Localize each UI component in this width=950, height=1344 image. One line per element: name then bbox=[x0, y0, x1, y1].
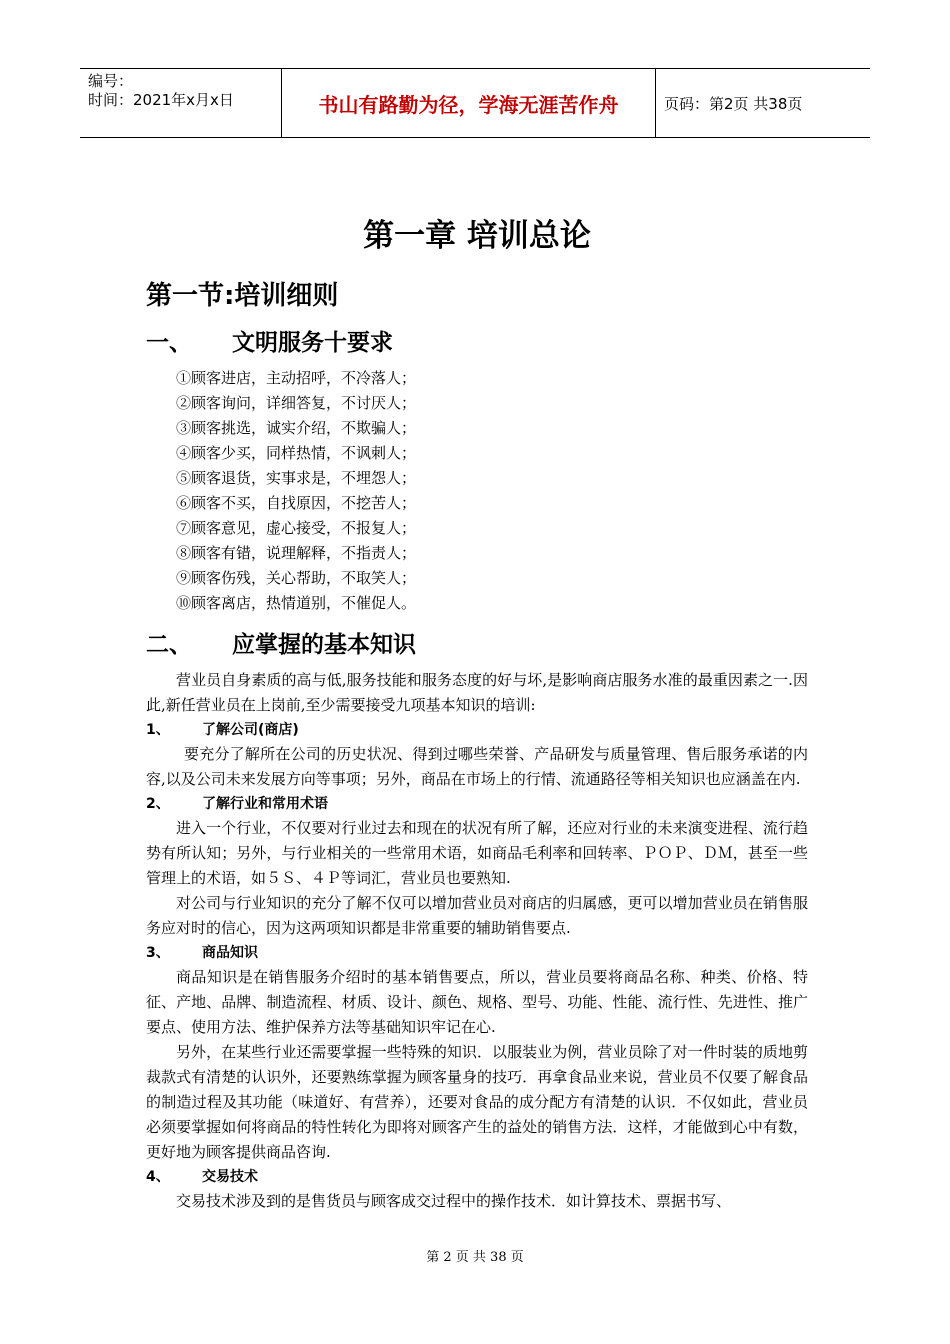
list-item: ⑩顾客离店，热情道别，不催促人。 bbox=[176, 594, 417, 612]
list-item: ⑨顾客伤残，关心帮助，不取笑人； bbox=[176, 569, 417, 587]
page-footer: 第 2 页 共 38 页 bbox=[426, 1250, 524, 1265]
sub4-heading bbox=[146, 1165, 808, 1189]
sub4-number: 4、 bbox=[146, 1169, 170, 1185]
sub2-paragraph: 进入一个行业，不仅要对行业过去和现在的状况有所了解，还应对行业的未来演变进程、流行趋势有所认知；另外，与行业相关的一些常用术语，如商品毛利率和回转率、ＰＯＰ、ＤＭ，甚至一些管理上的术语，如５Ｓ、４Ｐ等词汇，营业员也要熟知. bbox=[146, 819, 808, 887]
list-item: ⑦顾客意见，虚心接受，不报复人； bbox=[176, 519, 417, 537]
part2-heading bbox=[146, 628, 808, 662]
list-item: ⑥顾客不买，自找原因，不挖苦人； bbox=[176, 494, 417, 512]
sub4-title: 交易技术 bbox=[202, 1169, 258, 1185]
header-motto: 书山有路勤为径，学海无涯苦作舟 bbox=[282, 69, 656, 137]
page-header bbox=[80, 68, 870, 138]
list-item: ④顾客少买，同样热情，不讽刺人； bbox=[176, 444, 417, 462]
sub2-heading bbox=[146, 792, 808, 816]
header-meta bbox=[80, 69, 282, 137]
list-item: ⑤顾客退货，实事求是，不埋怨人； bbox=[176, 469, 417, 487]
sub3-number: 3、 bbox=[146, 945, 170, 961]
list-item: ②顾客询问，详细答复，不讨厌人； bbox=[176, 394, 417, 412]
sub3-heading bbox=[146, 941, 808, 965]
document-body bbox=[146, 210, 808, 1214]
list-item: ①顾客进店，主动招呼，不冷落人； bbox=[176, 369, 417, 387]
sub1-heading bbox=[146, 718, 808, 742]
section-title: 第一节:培训细则 bbox=[146, 281, 339, 311]
list-item: ③顾客挑选，诚实介绍，不欺骗人； bbox=[176, 419, 417, 437]
sub3-paragraph: 另外，在某些行业还需要掌握一些特殊的知识．以服装业为例，营业员除了对一件时装的质地剪裁款式有清楚的认识外，还要熟练掌握为顾客量身的技巧．再拿食品业来说，营业员不仅要了解食品的制造过程及其功能（味道好、有营养），还要对食品的成分配方有清楚的认识．不仅如此，营业员必须要掌握如何将商品的特性转化为即将对顾客产生的益处的销售方法．这样，才能做到心中有数，更好地为顾客提供商品咨询. bbox=[146, 1043, 808, 1161]
part2-title: 应掌握的基本知识 bbox=[232, 632, 416, 658]
sub3-paragraph: 商品知识是在销售服务介绍时的基本销售要点，所以，营业员要将商品名称、种类、价格、特征、产地、品牌、制造流程、材质、设计、颜色、规格、型号、功能、性能、流行性、先进性、推广要点、使用方法、维护保养方法等基础知识牢记在心. bbox=[146, 968, 808, 1036]
sub1-paragraph: 要充分了解所在公司的历史状况、得到过哪些荣誉、产品研发与质量管理、售后服务承诺的内容,以及公司未来发展方向等事项；另外，商品在市场上的行情、流通路径等相关知识也应涵盖在内. bbox=[146, 745, 808, 788]
part1-heading bbox=[146, 326, 808, 360]
sub1-title: 了解公司(商店) bbox=[202, 722, 299, 738]
header-time: 时间：2021年x月x日 bbox=[88, 91, 234, 109]
sub4-paragraph: 交易技术涉及到的是售货员与顾客成交过程中的操作技术．如计算技术、票据书写、 bbox=[176, 1192, 732, 1210]
sub2-number: 2、 bbox=[146, 796, 170, 812]
part2-number: 二、 bbox=[146, 632, 192, 658]
header-page-info: 页码：第2页 共38页 bbox=[664, 94, 803, 113]
part1-number: 一、 bbox=[146, 330, 192, 356]
list-item: ⑧顾客有错，说理解释，不指责人； bbox=[176, 544, 417, 562]
sub1-number: 1、 bbox=[146, 722, 170, 738]
part1-title: 文明服务十要求 bbox=[232, 330, 393, 356]
sub3-title: 商品知识 bbox=[202, 945, 258, 961]
sub2-title: 了解行业和常用术语 bbox=[202, 796, 328, 812]
part2-intro: 营业员自身素质的高与低,服务技能和服务态度的好与坏,是影响商店服务水准的最重因素之一.因此,新任营业员在上岗前,至少需要接受九项基本知识的培训: bbox=[146, 671, 808, 714]
sub2-paragraph: 对公司与行业知识的充分了解不仅可以增加营业员对商店的归属感，更可以增加营业员在销售服务应对时的信心，因为这两项知识都是非常重要的辅助销售要点. bbox=[146, 894, 808, 937]
service-requirements-list bbox=[176, 366, 808, 616]
chapter-title: 第一章 培训总论 bbox=[363, 218, 591, 254]
header-number: 编号： bbox=[88, 72, 134, 90]
